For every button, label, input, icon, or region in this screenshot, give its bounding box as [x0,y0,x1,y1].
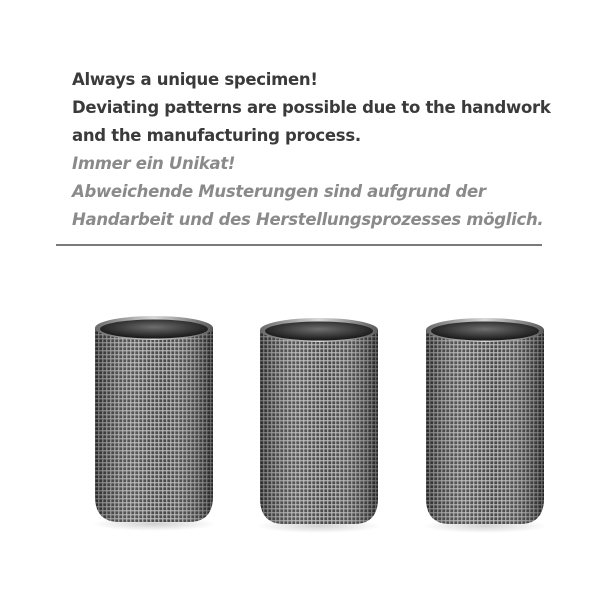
product-photos [0,300,600,540]
cups-illustration [0,300,600,540]
english-body-line-2: and the manufacturing process. [72,126,361,145]
english-title: Always a unique specimen! [72,70,318,89]
english-body-line-1: Deviating patterns are possible due to the handwork [72,98,551,117]
divider [56,244,542,246]
german-body-line-2: Handarbeit und des Herstellungsprozesses möglich. [72,210,544,229]
german-body-line-1: Abweichende Musterungen sind aufgrund der [72,182,486,201]
german-title: Immer ein Unikat! [72,154,236,173]
textured-ceramic-cup-icon [92,316,216,531]
textured-ceramic-cup-icon [257,318,381,533]
notice-text [72,66,572,234]
textured-ceramic-cup-icon [423,318,547,533]
